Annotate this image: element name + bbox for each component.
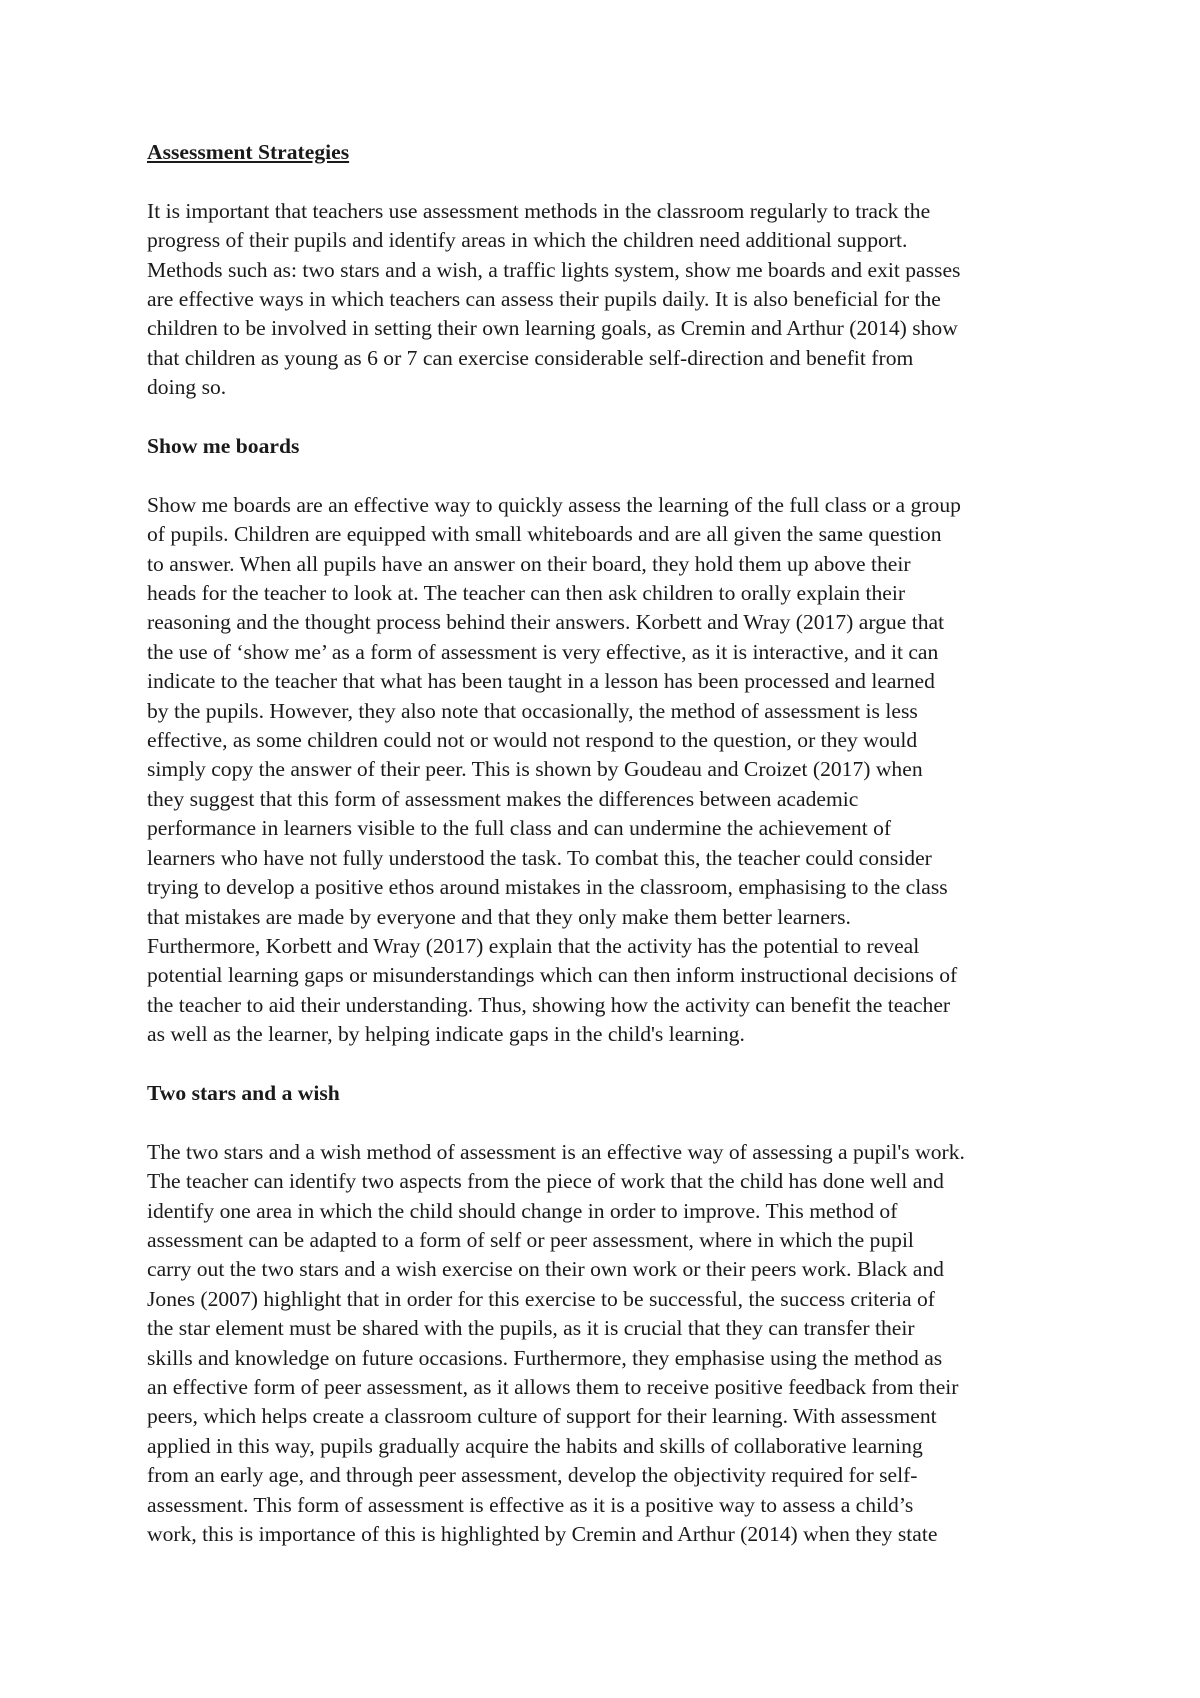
text-line: the use of ‘show me’ as a form of assessment is very effective, as it is interactive, and it can (147, 639, 939, 664)
text-line: the star element must be shared with the pupils, as it is crucial that they can transfer their (147, 1316, 915, 1341)
document-page (147, 138, 1065, 1549)
section-heading-show-me-boards: Show me boards (147, 434, 300, 459)
text-line: trying to develop a positive ethos around mistakes in the classroom, emphasising to the class (147, 875, 948, 900)
text-line: children to be involved in setting their own learning goals, as Cremin and Arthur (2014) show (147, 316, 958, 341)
text-line: simply copy the answer of their peer. This is shown by Goudeau and Croizet (2017) when (147, 757, 923, 782)
text-line: that mistakes are made by everyone and that they only make them better learners. (147, 904, 851, 929)
text-line: doing so. (147, 375, 227, 400)
text-line: The teacher can identify two aspects from the piece of work that the child has done well and (147, 1169, 944, 1194)
intro-paragraph (147, 197, 1065, 403)
text-line: to answer. When all pupils have an answer on their board, they hold them up above their (147, 551, 911, 576)
text-line: work, this is importance of this is highlighted by Cremin and Arthur (2014) when they state (147, 1522, 938, 1547)
spacer (147, 461, 1065, 490)
text-line: peers, which helps create a classroom culture of support for their learning. With assessment (147, 1404, 937, 1429)
text-line: Show me boards are an effective way to quickly assess the learning of the full class or a group (147, 492, 961, 517)
text-line: Furthermore, Korbett and Wray (2017) explain that the activity has the potential to reveal (147, 933, 920, 958)
text-line: applied in this way, pupils gradually acquire the habits and skills of collaborative learning (147, 1433, 923, 1458)
text-line: progress of their pupils and identify areas in which the children need additional support. (147, 228, 908, 253)
text-line: as well as the learner, by helping indicate gaps in the child's learning. (147, 1022, 745, 1047)
text-line: indicate to the teacher that what has been taught in a lesson has been processed and learned (147, 669, 935, 694)
text-line: carry out the two stars and a wish exercise on their own work or their peers work. Black and (147, 1257, 944, 1282)
text-line: by the pupils. However, they also note that occasionally, the method of assessment is less (147, 698, 918, 723)
text-line: the teacher to aid their understanding. Thus, showing how the activity can benefit the teacher (147, 992, 951, 1017)
text-line: skills and knowledge on future occasions. Furthermore, they emphasise using the method as (147, 1345, 943, 1370)
text-line: performance in learners visible to the full class and can undermine the achievement of (147, 816, 892, 841)
text-line: are effective ways in which teachers can assess their pupils daily. It is also beneficial for the (147, 287, 941, 312)
text-line: effective, as some children could not or would not respond to the question, or they would (147, 728, 918, 753)
text-line: that children as young as 6 or 7 can exercise considerable self-direction and benefit from (147, 345, 914, 370)
text-line: learners who have not fully understood the task. To combat this, the teacher could consider (147, 845, 932, 870)
text-line: assessment. This form of assessment is effective as it is a positive way to assess a child’s (147, 1492, 914, 1517)
text-line: from an early age, and through peer assessment, develop the objectivity required for self- (147, 1463, 918, 1488)
show-me-boards-paragraph (147, 491, 1065, 1050)
text-line: of pupils. Children are equipped with small whiteboards and are all given the same question (147, 522, 942, 547)
document-title: Assessment Strategies (147, 140, 350, 164)
two-stars-paragraph (147, 1138, 1065, 1550)
text-line: an effective form of peer assessment, as it allows them to receive positive feedback from their (147, 1374, 959, 1399)
spacer (147, 403, 1065, 432)
text-line: heads for the teacher to look at. The teacher can then ask children to orally explain their (147, 581, 906, 606)
text-line: identify one area in which the child should change in order to improve. This method of (147, 1198, 898, 1223)
text-line: The two stars and a wish method of assessment is an effective way of assessing a pupil's work. (147, 1139, 965, 1164)
text-line: Jones (2007) highlight that in order for this exercise to be successful, the success criteria of (147, 1286, 935, 1311)
text-line: Methods such as: two stars and a wish, a traffic lights system, show me boards and exit passes (147, 257, 961, 282)
section-heading-two-stars-and-a-wish: Two stars and a wish (147, 1080, 340, 1105)
text-line: they suggest that this form of assessment makes the differences between academic (147, 786, 859, 811)
text-line: assessment can be adapted to a form of self or peer assessment, where in which the pupil (147, 1227, 914, 1252)
spacer (147, 1108, 1065, 1137)
text-line: It is important that teachers use assessment methods in the classroom regularly to track the (147, 198, 931, 223)
text-line: potential learning gaps or misunderstandings which can then inform instructional decisions of (147, 963, 958, 988)
spacer (147, 1050, 1065, 1079)
text-line: reasoning and the thought process behind their answers. Korbett and Wray (2017) argue that (147, 610, 945, 635)
spacer (147, 167, 1065, 196)
